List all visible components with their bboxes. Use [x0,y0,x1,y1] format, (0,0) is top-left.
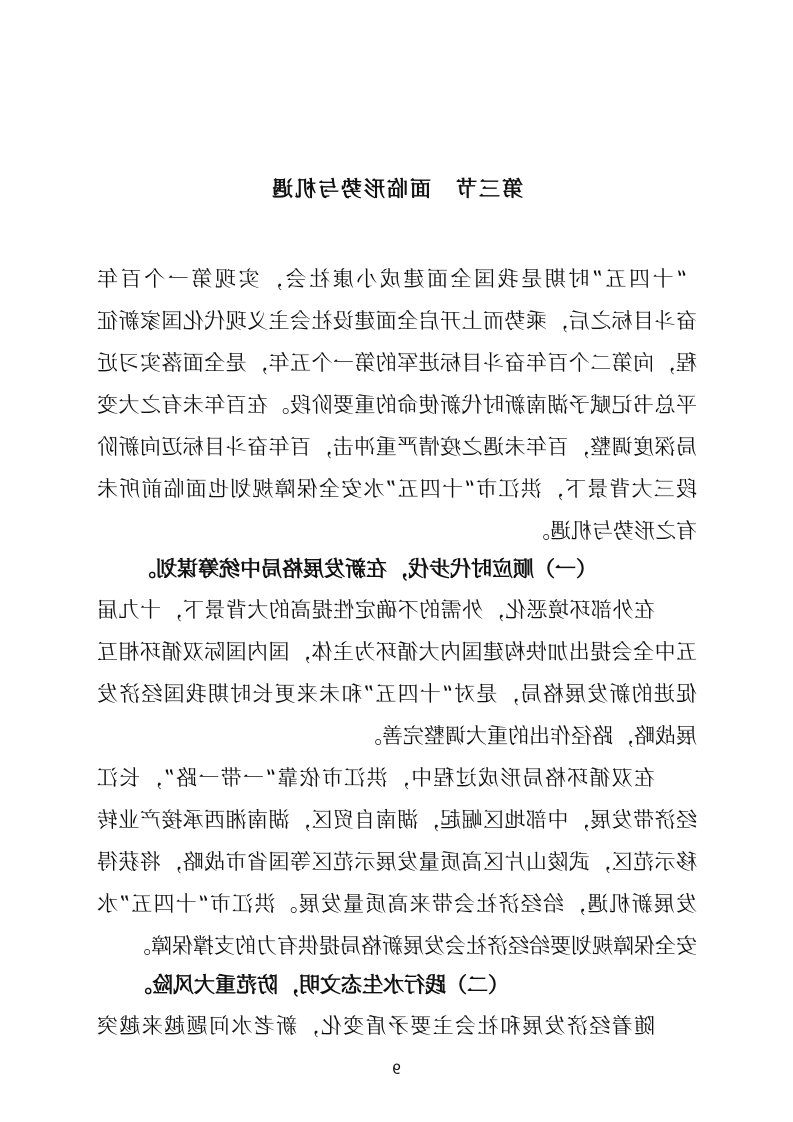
subsection-heading: （一）顺应时代步伐，在新发展格局中统筹谋划。 [135,557,597,581]
body-line: 有之形势与机遇。 [529,519,697,543]
body-line: 展战略，路径作出的重大调整完善。 [361,724,697,748]
body-line: 发展新机遇，给经济社会带来高质量发展。洪江市“十四五”水 [97,892,697,916]
body-line: 在外部环境恶化，外需的不确定性提高的大背景下，十九届 [97,598,655,622]
body-line: 程，向第二个百年奋斗目标进军的第一个五年，是全面落实习近 [97,351,697,375]
body-line: 局深度调整，百年未遇之疫情严重冲击，百年奋斗目标迈向新阶 [97,435,697,459]
subsection-heading: （二）践行水生态文明，防范重大风险。 [131,973,509,997]
body-line: “十四五”时期是我国全面建成小康社会，实现第一个百年 [97,267,687,291]
body-line: 段三大背景下，洪江市“十四五”水安全保障规划也面临前所未 [97,477,697,501]
body-line: 五中全会提出加快构建国内大循环为主体，国内国际双循环相互 [97,640,697,664]
body-line: 在双循环格局形成过程中，洪江市依靠“一带一路”，长江 [97,766,655,790]
body-line: 促进的新发展格局，是对“十四五”和未来更长时期我国经济发 [97,682,697,706]
body-line: 经济带发展，中部地区崛起，湖南自贸区，湖南湘西承接产业转 [97,808,697,832]
page-number: 9 [392,1062,401,1078]
body-line: 随着经济发展和社会主要矛盾变化，新老水问题越来越突 [97,1014,655,1038]
body-line: 移示范区，武陵山片区高质量发展示范区等国省市战略，将获得 [97,850,697,874]
body-line: 奋斗目标之后，乘势而上开启全面建设社会主义现代化国家新征 [97,309,697,333]
body-line: 平总书记赋予湖南新时代新使命的重要阶段。在百年未有之大变 [97,393,697,417]
section-title: 第三节 面临形势与机遇 [270,177,523,201]
body-line: 安全保障规划要给经济社会发展新格局提供有力的支撑保障。 [130,934,697,958]
